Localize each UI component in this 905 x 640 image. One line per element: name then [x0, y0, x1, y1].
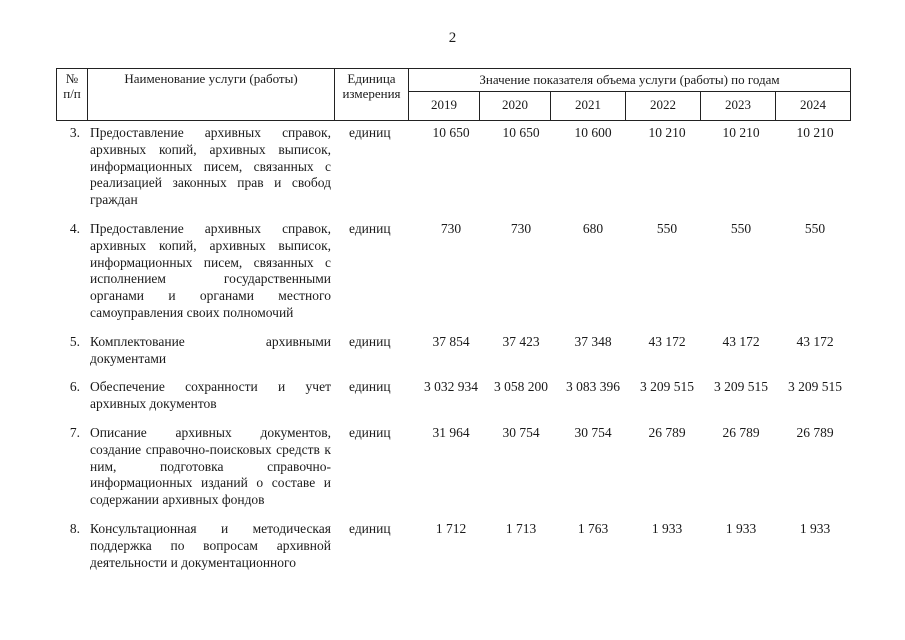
table-header [56, 68, 851, 121]
row-unit: единиц [349, 220, 391, 236]
row-value-2024: 550 [804, 220, 826, 236]
row-unit: единиц [349, 424, 391, 440]
row-value-2021: 3 083 396 [566, 379, 620, 395]
row-value-2019: 10 650 [432, 125, 470, 140]
row-number: 8. [69, 520, 80, 536]
header-unit-line2: измерения [342, 86, 401, 101]
row-value-2024: 43 172 [796, 333, 834, 349]
header-year-2024: 2024 [776, 92, 851, 121]
row-value-2019: 730 [440, 220, 462, 236]
row-service-name: Предоставление архивных справок, архивных копий, архивных выписок, информационных писем, связанных с исполнением государственными органами и органами местного самоуправления своих полномочий [90, 220, 331, 320]
row-value-2019: 3 032 934 [424, 379, 478, 395]
row-value-2023: 10 210 [722, 125, 760, 140]
row-value-2019: 31 964 [432, 424, 470, 440]
row-value-2023: 26 789 [722, 424, 760, 440]
header-number-cell [57, 69, 88, 121]
header-number-line2: п/п [63, 86, 81, 101]
row-value-2024: 26 789 [796, 424, 834, 440]
row-value-2021: 37 348 [574, 333, 612, 349]
row-value-2020: 30 754 [502, 424, 540, 440]
row-value-2020: 3 058 200 [494, 379, 548, 395]
row-value-2021: 1 763 [577, 520, 609, 536]
row-value-2020: 10 650 [502, 125, 540, 140]
row-value-2019: 1 712 [435, 520, 467, 536]
row-service-name: Описание архивных документов, создание справочно-поисковых средств к ним, подготовка справочно-информационных изданий о составе и содержании архивных фондов [90, 424, 331, 508]
row-value-2021: 680 [582, 220, 604, 236]
row-number: 7. [69, 424, 80, 440]
row-service-name: Консультационная и методическая поддержка по вопросам архивной деятельности и документационного [90, 520, 331, 570]
row-service-name: Обеспечение сохранности и учет архивных документов [90, 379, 331, 412]
row-unit: единиц [349, 379, 391, 395]
row-value-2022: 3 209 515 [640, 379, 694, 395]
row-value-2022: 1 933 [651, 520, 683, 536]
header-number-line1: № [65, 71, 79, 86]
page-number: 2 [448, 30, 457, 46]
row-value-2023: 550 [730, 220, 752, 236]
header-year-2023: 2023 [701, 92, 776, 121]
table-row [56, 425, 852, 509]
row-value-2020: 730 [510, 220, 532, 236]
row-value-2022: 550 [656, 220, 678, 236]
row-service-name: Комплектование архивными документами [90, 333, 331, 366]
row-number: 4. [69, 220, 80, 236]
row-unit: единиц [349, 125, 391, 140]
table-body [56, 125, 852, 583]
row-value-2020: 37 423 [502, 333, 540, 349]
table-row [56, 379, 852, 413]
row-value-2020: 1 713 [505, 520, 537, 536]
header-year-2021: 2021 [551, 92, 626, 121]
table-row [56, 521, 852, 571]
header-unit-line1: Единица [347, 71, 396, 86]
row-value-2023: 3 209 515 [714, 379, 768, 395]
header-year-2022: 2022 [626, 92, 701, 121]
table-row [56, 221, 852, 322]
row-value-2022: 10 210 [648, 125, 686, 140]
row-value-2022: 43 172 [648, 333, 686, 349]
row-value-2021: 30 754 [574, 424, 612, 440]
row-value-2024: 10 210 [796, 125, 834, 140]
row-value-2019: 37 854 [432, 333, 470, 349]
table-row [56, 125, 852, 209]
row-value-2021: 10 600 [574, 125, 612, 140]
table-row [56, 334, 852, 368]
row-unit: единиц [349, 520, 391, 536]
row-number: 6. [69, 379, 80, 395]
row-value-2024: 3 209 515 [788, 379, 842, 395]
row-value-2023: 43 172 [722, 333, 760, 349]
row-service-name: Предоставление архивных справок, архивных копий, архивных выписок, информационных писем, связанных с реализацией законных прав и свобод граждан [90, 125, 331, 208]
row-value-2023: 1 933 [725, 520, 757, 536]
row-value-2024: 1 933 [799, 520, 831, 536]
header-year-2019: 2019 [409, 92, 480, 121]
header-years-group: Значение показателя объема услуги (работы) по годам [409, 69, 851, 92]
header-service-name: Наименование услуги (работы) [88, 69, 335, 121]
header-unit-cell [335, 69, 409, 121]
row-number: 3. [69, 125, 80, 140]
header-year-2020: 2020 [480, 92, 551, 121]
row-unit: единиц [349, 333, 391, 349]
row-number: 5. [69, 333, 80, 349]
row-value-2022: 26 789 [648, 424, 686, 440]
